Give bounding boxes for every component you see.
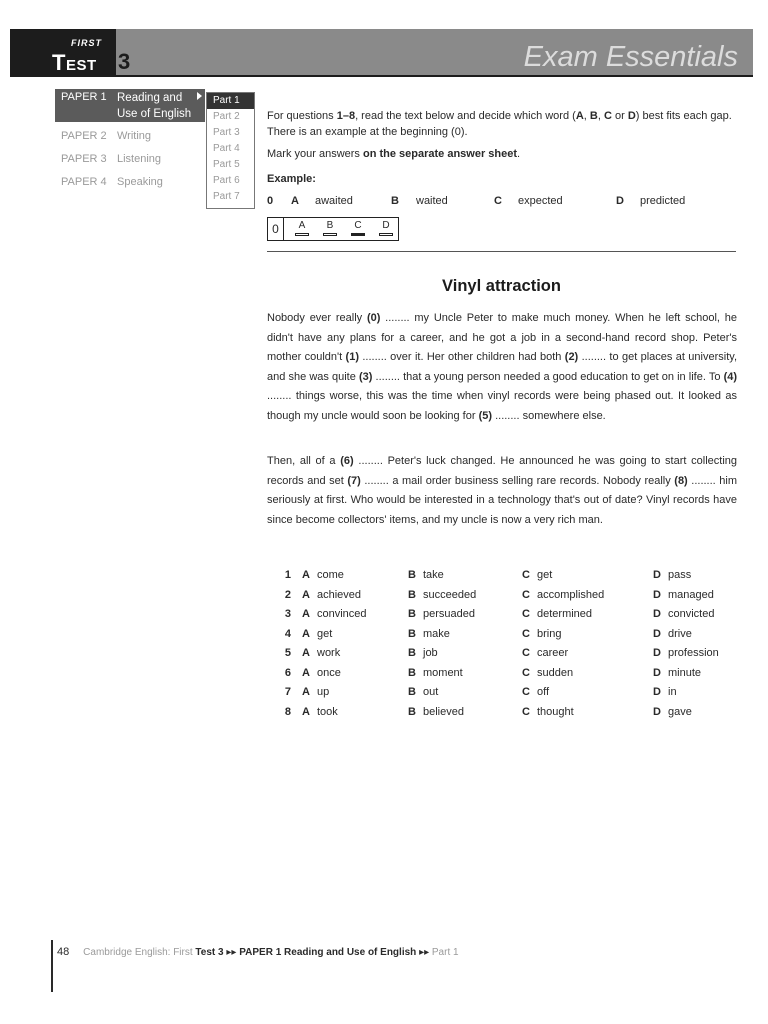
instr-text: ,: [583, 110, 590, 122]
footer-rule: [51, 940, 53, 992]
option-letter-d: D: [653, 666, 661, 679]
example-word-a: awaited: [315, 195, 353, 207]
article-title: Vinyl attraction: [442, 277, 561, 295]
footer-arrow-icon: ▸▸: [419, 947, 430, 958]
option-word-a: once: [317, 666, 341, 679]
footer-test: Test 3: [195, 947, 224, 958]
footer-paper: PAPER 1 Reading and Use of English: [239, 947, 417, 958]
option-word-a: get: [317, 627, 333, 640]
answer-option-c: C: [354, 220, 362, 231]
option-word-b: succeeded: [423, 588, 477, 601]
header-rule: [10, 75, 753, 77]
option-word-c: off: [537, 686, 550, 698]
option-word-d: minute: [668, 666, 702, 679]
part-6-item: Part 6: [213, 175, 240, 186]
question-number: 1: [284, 569, 291, 581]
paper-1-name-line1: Reading and: [117, 92, 183, 104]
option-word-b: job: [423, 647, 438, 659]
paper-1-name: [117, 91, 191, 122]
parts-list: [206, 92, 255, 209]
answer-mark-d: [379, 233, 393, 236]
example-title: Example:: [267, 173, 316, 185]
option-letter-b: B: [408, 666, 416, 679]
article-text: ........ a mail order business selling rare records. Nobody really: [360, 474, 675, 487]
article-text: ........ Peter's luck changed. He announced he was going to start collecting records and set: [267, 455, 738, 487]
option-letter-a: A: [302, 705, 310, 718]
example-letter-d: D: [616, 195, 624, 207]
instr-text: For questions: [267, 110, 337, 122]
gap-marker: (3): [358, 370, 373, 383]
part-5-item: Part 5: [213, 159, 240, 170]
option-letter-d: D: [653, 647, 661, 659]
option-word-a: up: [317, 686, 330, 698]
option-letter-b: B: [408, 686, 416, 698]
article-text: ........ things worse, this was the time when vinyl records were being phased out. It looked as though my uncle would soon be looking for: [267, 390, 737, 422]
option-letter-c: C: [522, 569, 530, 581]
paper-2-name: Writing: [117, 130, 152, 142]
article-text: ........ him seriously at first. Who would be interested in a technology that's out of date? Vinyl records have since become collectors' items, and my uncle is now a very rich man.: [267, 474, 737, 526]
option-letter-a: A: [302, 666, 310, 679]
option-letter-d: D: [653, 686, 661, 698]
option-word-a: took: [317, 705, 338, 718]
article-text: ........ to get places at university, and she was quite: [267, 351, 738, 383]
answer-option-b: B: [326, 220, 334, 231]
option-letter-b: B: [408, 705, 416, 718]
gap-marker: (7): [347, 474, 361, 487]
option-word-a: come: [317, 569, 344, 581]
option-letter-a: A: [302, 647, 310, 659]
option-word-d: profession: [668, 647, 719, 659]
instr-range: 1–8: [336, 110, 356, 122]
example-word-b: waited: [416, 195, 448, 207]
first-label: FIRST: [71, 38, 102, 48]
question-number: 2: [284, 588, 291, 601]
instr-text: or: [611, 110, 628, 122]
example-letter-a: A: [291, 195, 299, 207]
example-word-d: predicted: [640, 195, 686, 207]
option-letter-c: C: [522, 647, 530, 659]
test-number: 3: [118, 49, 131, 74]
option-word-c: accomplished: [537, 588, 605, 601]
paper-4-number: PAPER 4: [61, 176, 107, 188]
option-word-b: make: [423, 627, 450, 640]
option-word-a: work: [317, 647, 341, 659]
gap-marker: (1): [345, 351, 359, 363]
option-word-a: achieved: [317, 588, 362, 601]
article-text: ........ that a young person needed a good education to get on in life. To: [372, 370, 724, 383]
instr-text: , read the text below and decide which word (: [355, 110, 576, 122]
banner-title: Exam Essentials: [523, 41, 738, 73]
instr-letter: A: [575, 110, 584, 122]
mark-text: .: [517, 148, 521, 160]
instr-letter: C: [603, 110, 612, 122]
gap-marker: (6): [340, 455, 354, 467]
instr-text: ,: [597, 110, 604, 122]
option-letter-b: B: [408, 647, 416, 659]
question-number: 5: [284, 647, 291, 659]
option-word-b: out: [423, 686, 439, 698]
option-letter-b: B: [408, 569, 416, 581]
option-word-b: persuaded: [423, 608, 475, 620]
article-text: ........ somewhere else.: [492, 409, 606, 422]
gap-marker: (4): [723, 370, 738, 383]
gap-marker: (5): [478, 409, 493, 422]
question-number: 6: [284, 666, 291, 679]
part-7-item: Part 7: [213, 191, 240, 202]
option-letter-a: A: [302, 608, 310, 620]
option-letter-a: A: [302, 588, 310, 601]
footer: [57, 946, 459, 958]
part-4-item: Part 4: [213, 143, 240, 154]
option-word-d: managed: [668, 588, 714, 601]
page-number: 48: [57, 946, 70, 958]
option-word-d: in: [668, 686, 677, 698]
option-word-a: convinced: [317, 608, 367, 620]
part-2-item: Part 2: [213, 111, 240, 122]
option-letter-c: C: [522, 627, 530, 640]
option-letter-d: D: [653, 608, 661, 620]
paper-1-name-line2: Use of English: [117, 107, 192, 120]
mark-text: Mark your answers: [267, 148, 363, 160]
paper-2-number: PAPER 2: [61, 130, 107, 142]
option-letter-b: B: [408, 608, 416, 620]
answer-mark-a: [295, 233, 309, 236]
instr-text: ) best fits each gap. There is an example at the beginning (0).: [267, 110, 732, 138]
option-word-c: get: [537, 569, 553, 581]
paper-1-number: PAPER 1: [61, 91, 107, 103]
footer-arrow-icon: ▸▸: [226, 947, 237, 958]
option-letter-c: C: [522, 705, 530, 718]
option-letter-a: A: [302, 569, 310, 581]
nav-paper-1-active: [55, 89, 205, 122]
question-number: 4: [284, 627, 291, 640]
footer-book: Cambridge English: First: [83, 947, 193, 958]
answer-mark-b: [323, 233, 337, 236]
answer-option-a: A: [298, 220, 306, 231]
question-number: 3: [284, 608, 291, 620]
paper-3-number: PAPER 3: [61, 153, 107, 165]
article-paragraph-2: [267, 452, 737, 530]
instr-letter: D: [627, 110, 636, 122]
article-text: ........ over it. Her other children had both: [359, 351, 565, 363]
option-letter-c: C: [522, 686, 530, 698]
option-letter-d: D: [653, 569, 661, 581]
article-text: ........ my Uncle Peter to make much money. When he left school, he didn't have any plans for a career, and he got a job in a second-hand record shop. Peter's mother couldn't: [267, 312, 737, 363]
option-letter-b: B: [408, 627, 416, 640]
example-answer-box: [267, 217, 399, 241]
example-word-c: expected: [518, 195, 563, 207]
option-word-d: convicted: [668, 608, 715, 620]
option-letter-a: A: [302, 627, 310, 640]
article-text: Then, all of a: [267, 455, 341, 467]
option-word-c: career: [537, 647, 569, 659]
instructions-text: [267, 108, 737, 140]
option-word-c: sudden: [537, 666, 574, 679]
option-letter-a: A: [302, 686, 310, 698]
option-word-b: believed: [423, 705, 464, 718]
mark-bold: on the separate answer sheet: [362, 148, 518, 160]
section-divider: [267, 251, 736, 252]
option-word-c: bring: [537, 627, 562, 640]
option-word-d: drive: [668, 627, 692, 640]
answer-box-number: 0: [268, 218, 284, 240]
option-letter-d: D: [653, 588, 661, 601]
option-letter-c: C: [522, 608, 530, 620]
option-word-c: thought: [537, 705, 574, 718]
example-letter-b: B: [391, 195, 399, 207]
answer-option-d: D: [382, 220, 390, 231]
paper-3-name: Listening: [117, 153, 162, 165]
example-number: 0: [267, 195, 274, 207]
test-word: Test: [52, 50, 97, 75]
gap-marker: (2): [564, 351, 579, 363]
gap-marker: (0): [366, 312, 381, 324]
option-word-b: moment: [423, 666, 463, 679]
option-letter-c: C: [522, 588, 530, 601]
footer-part: Part 1: [431, 947, 459, 958]
option-letter-d: D: [653, 705, 661, 718]
question-number: 7: [284, 686, 291, 698]
mark-instructions: [267, 146, 737, 162]
option-word-b: take: [423, 569, 444, 581]
answer-mark-c-selected: [351, 233, 365, 236]
option-letter-b: B: [408, 588, 416, 601]
nav-paper-4: [61, 176, 163, 188]
example-letter-c: C: [494, 195, 502, 207]
question-number: 8: [284, 705, 291, 718]
part-1-item: Part 1: [207, 93, 254, 109]
option-letter-d: D: [653, 627, 661, 640]
part-3-item: Part 3: [213, 127, 240, 138]
instr-letter: B: [589, 110, 598, 122]
nav-paper-2: [61, 130, 152, 142]
option-word-c: determined: [537, 608, 593, 620]
option-letter-c: C: [522, 666, 530, 679]
option-word-d: pass: [668, 569, 692, 581]
paper-4-name: Speaking: [117, 176, 163, 188]
option-word-d: gave: [668, 705, 692, 718]
nav-paper-3: [61, 153, 162, 165]
article-paragraph-1: [267, 309, 737, 426]
paper-arrow-icon: [197, 92, 202, 100]
gap-marker: (8): [674, 474, 688, 487]
article-text: Nobody ever really: [267, 312, 367, 324]
